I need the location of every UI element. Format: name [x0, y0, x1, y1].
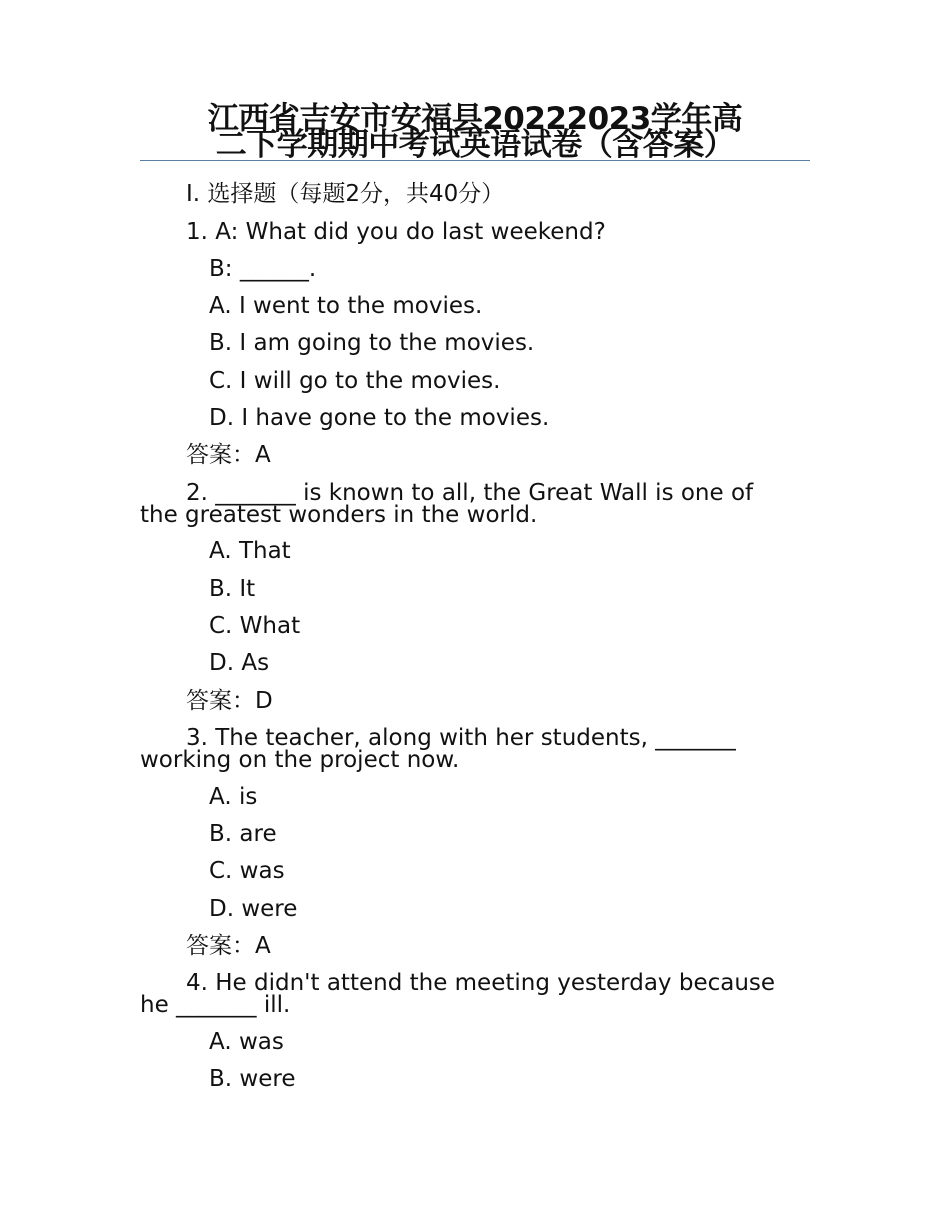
question-1-option-c: C. I will go to the movies. [209, 368, 501, 394]
question-2-option-b: B. It [209, 576, 256, 602]
section-heading: I. 选择题（每题2分，共40分） [186, 181, 505, 207]
question-3-option-d: D. were [209, 896, 298, 922]
question-2-answer: 答案：D [186, 688, 273, 714]
question-1-sub: B: ______. [209, 256, 317, 282]
question-3-option-c: C. was [209, 858, 285, 884]
title-line-2: 二下学期期中考试英语试卷（含答案） [215, 127, 735, 163]
title-line-1: 江西省吉安市安福县20222023学年高 [207, 101, 743, 137]
question-1-stem: 1. A: What did you do last weekend? [186, 219, 606, 245]
question-3-stem: 3. The teacher, along with her students, _______ working on the project now. [140, 725, 736, 773]
question-2-option-a: A. That [209, 538, 291, 564]
question-2-option-d: D. As [209, 650, 270, 676]
question-3-option-b: B. are [209, 821, 277, 847]
question-1-option-b: B. I am going to the movies. [209, 330, 535, 356]
title-underline [140, 160, 810, 161]
question-4-option-b: B. were [209, 1066, 296, 1092]
question-4-stem: 4. He didn't attend the meeting yesterday because he _______ ill. [140, 970, 776, 1018]
question-4-option-a: A. was [209, 1029, 284, 1055]
question-3-answer: 答案：A [186, 933, 271, 959]
question-2-stem: 2. _______ is known to all, the Great Wall is one of the greatest wonders in the world. [140, 480, 754, 528]
question-3-option-a: A. is [209, 784, 258, 810]
question-1-answer: 答案：A [186, 442, 271, 468]
question-1-option-a: A. I went to the movies. [209, 293, 483, 319]
document-title [140, 101, 810, 163]
question-1-option-d: D. I have gone to the movies. [209, 405, 550, 431]
question-2-option-c: C. What [209, 613, 301, 639]
